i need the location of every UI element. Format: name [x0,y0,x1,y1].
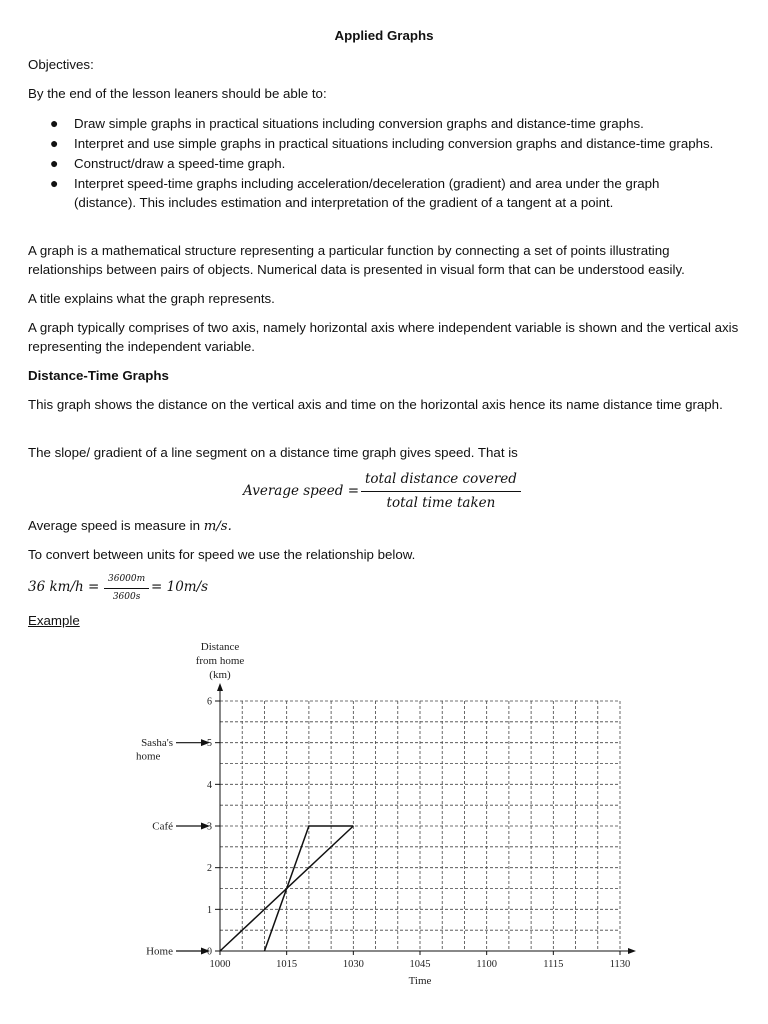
bullet-icon: ● [50,115,59,131]
y-axis-arrow-icon [217,683,223,691]
formula-denominator: total time taken [386,495,496,511]
y-axis-title: Distance [200,641,240,653]
list-item: ● Construct/draw a speed-time graph. [50,155,286,171]
paragraph-title: A title explains what the graph represents. [28,291,275,306]
x-tick-label: 1015 [276,959,298,970]
y-tick-label: 4 [207,779,212,791]
y-axis-title: (km) [209,669,231,681]
intro-text: By the end of the lesson leaners should be able to: [28,86,327,101]
annotation-label: Sasha's [141,737,173,750]
paragraph-distance-time: This graph shows the distance on the vertical axis and time on the horizontal axis hence its name distance time graph. [28,397,723,412]
y-tick-label: 6 [207,696,212,708]
paragraph-graph-definition: A graph is a mathematical structure representing a particular function by connecting a set of points illustrating relationships between pairs of objects. Numerical data is presented in visual form that can be understood easily. [28,243,685,277]
conversion-numerator: 36000m [104,573,149,589]
units-math: m/s. [203,519,232,534]
bullet-icon: ● [50,155,59,171]
x-tick-label: 1100 [476,959,497,970]
formula-lhs: Average speed = [243,483,360,499]
chart-axes [176,683,636,955]
annotation-label: home [136,750,161,763]
chart-labels [136,641,630,987]
y-axis-title: from home [195,655,245,667]
example-label: Example [28,613,80,628]
formula-numerator: total distance covered [361,470,521,492]
x-axis-title: Time [408,975,432,987]
page-title: Applied Graphs [334,28,434,43]
y-tick-label: 3 [207,821,212,833]
list-item: ● Interpret speed-time graphs including acceleration/deceleration (gradient) and area under the graph (distance). This includes estimation and interpretation of the gradient of a tangent at a point. [50,175,660,210]
bullet-icon: ● [50,135,59,151]
paragraph-axis: A graph typically comprises of two axis, namely horizontal axis where independent variable is shown and the vertical axis representing the independent variable. [28,320,739,354]
bullet-icon: ● [50,175,59,191]
units-text: Average speed is measure in [28,518,200,533]
list-item: ● Draw simple graphs in practical situations including conversion graphs and distance-time graphs. [50,115,644,131]
y-tick-label: 1 [207,904,212,916]
conversion-denominator: 3600s [112,592,141,602]
x-tick-label: 1000 [209,959,231,970]
paragraph-slope: The slope/ gradient of a line segment on a distance time graph gives speed. That is [28,445,518,460]
annotation-label: Café [152,820,173,833]
x-tick-label: 1130 [609,959,631,970]
annotation-label: Home [146,945,173,958]
y-tick-label: 0 [207,946,212,958]
x-axis-arrow-icon [628,948,636,954]
y-tick-label: 2 [207,863,212,875]
section-heading: Distance-Time Graphs [28,368,169,383]
x-tick-label: 1115 [543,959,564,970]
x-tick-label: 1030 [342,959,364,970]
conversion-lhs: 36 km/h = [28,579,100,595]
y-tick-label: 5 [207,738,212,750]
x-tick-label: 1045 [409,959,431,970]
conversion-rhs: = 10m/s [151,579,209,595]
list-item: ● Interpret and use simple graphs in practical situations including conversion graphs and distance-time graphs. [50,135,714,151]
chart-grid [220,701,620,951]
objectives-heading: Objectives: [28,57,94,72]
convert-text: To convert between units for speed we use the relationship below. [28,547,416,562]
